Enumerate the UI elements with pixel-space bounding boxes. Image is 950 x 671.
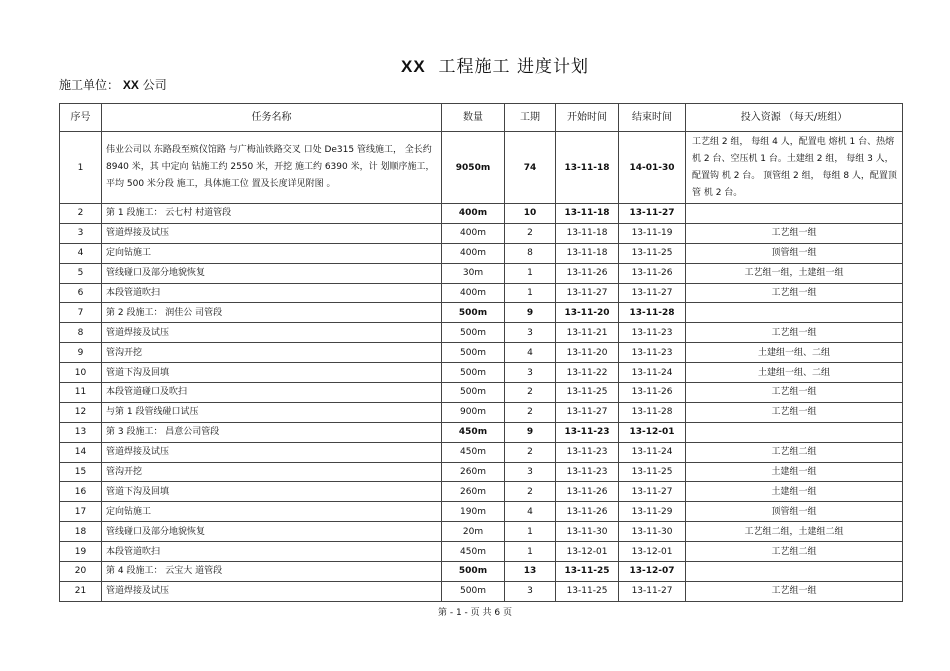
cell-task: 伟业公司以 东路段至殡仪馆路 与广梅汕铁路交叉 口处 De315 管线施工， 全长约 8940 米，其 中定向 钻施工约 2550 米，开挖 施工约 6390 米，计 划顺序施工，平均 500 米分段 施工，具体施工位 置及长度详见附图 。 (102, 132, 442, 204)
cell-no: 17 (60, 502, 102, 522)
table-row (60, 562, 903, 582)
cell-qty: 500m (442, 303, 505, 323)
cell-no: 14 (60, 442, 102, 462)
cell-task: 管线碰口及部分地貌恢复 (102, 522, 442, 542)
cell-start: 13-11-18 (556, 204, 619, 224)
cell-start: 13-11-26 (556, 482, 619, 502)
cell-task: 管道焊接及试压 (102, 442, 442, 462)
cell-resource: 土建组一组 (686, 482, 903, 502)
table-row (60, 402, 903, 422)
cell-qty: 500m (442, 581, 505, 601)
document-title (0, 52, 950, 77)
cell-resource: 工艺组二组 (686, 542, 903, 562)
cell-days: 4 (505, 502, 556, 522)
cell-days: 74 (505, 132, 556, 204)
cell-resource: 工艺组一组 (686, 283, 903, 303)
cell-end: 13-11-27 (619, 283, 686, 303)
header-qty: 数量 (442, 104, 505, 132)
cell-no: 7 (60, 303, 102, 323)
cell-end: 13-11-25 (619, 462, 686, 482)
cell-start: 13-11-23 (556, 462, 619, 482)
cell-end: 13-11-27 (619, 204, 686, 224)
cell-start: 13-11-30 (556, 522, 619, 542)
header-no: 序号 (60, 104, 102, 132)
cell-end: 13-11-23 (619, 343, 686, 363)
cell-no: 19 (60, 542, 102, 562)
cell-days: 3 (505, 581, 556, 601)
cell-no: 1 (60, 132, 102, 204)
cell-resource: 顶管组一组 (686, 243, 903, 263)
cell-task: 管道焊接及试压 (102, 581, 442, 601)
cell-no: 11 (60, 383, 102, 403)
cell-start: 13-11-26 (556, 263, 619, 283)
cell-no: 15 (60, 462, 102, 482)
cell-resource: 工艺组一组 (686, 581, 903, 601)
cell-no: 10 (60, 363, 102, 383)
cell-task: 管沟开挖 (102, 462, 442, 482)
cell-start: 13-12-01 (556, 542, 619, 562)
table-row (60, 462, 903, 482)
cell-no: 2 (60, 204, 102, 224)
table-row (60, 243, 903, 263)
cell-task: 本段管道吹扫 (102, 542, 442, 562)
cell-start: 13-11-25 (556, 562, 619, 582)
cell-resource: 工艺组一组，土建组一组 (686, 263, 903, 283)
cell-qty: 30m (442, 263, 505, 283)
cell-qty: 260m (442, 482, 505, 502)
cell-task: 管道下沟及回填 (102, 482, 442, 502)
table-row (60, 422, 903, 442)
table-row (60, 303, 903, 323)
cell-days: 1 (505, 542, 556, 562)
table-row (60, 482, 903, 502)
cell-task: 第 1 段施工： 云七村 村道管段 (102, 204, 442, 224)
cell-qty: 450m (442, 542, 505, 562)
cell-days: 1 (505, 283, 556, 303)
cell-days: 4 (505, 343, 556, 363)
cell-qty: 900m (442, 402, 505, 422)
cell-task: 管道焊接及试压 (102, 223, 442, 243)
cell-end: 13-11-24 (619, 442, 686, 462)
cell-resource (686, 422, 903, 442)
table-row (60, 522, 903, 542)
unit-label: 施工单位： (59, 78, 120, 92)
cell-task: 第 2 段施工： 润佳公 司管段 (102, 303, 442, 323)
cell-resource: 工艺组二组，土建组二组 (686, 522, 903, 542)
cell-no: 20 (60, 562, 102, 582)
cell-task: 定向钻施工 (102, 502, 442, 522)
cell-qty: 500m (442, 383, 505, 403)
cell-qty: 400m (442, 204, 505, 224)
cell-no: 4 (60, 243, 102, 263)
page-footer: 第 - 1 - 页 共 6 页 (438, 608, 512, 618)
table-row (60, 383, 903, 403)
table-row (60, 283, 903, 303)
cell-no: 6 (60, 283, 102, 303)
cell-start: 13-11-18 (556, 223, 619, 243)
cell-no: 9 (60, 343, 102, 363)
cell-qty: 9050m (442, 132, 505, 204)
cell-resource (686, 204, 903, 224)
cell-end: 13-11-28 (619, 402, 686, 422)
cell-days: 2 (505, 383, 556, 403)
cell-start: 13-11-27 (556, 283, 619, 303)
schedule-table (59, 103, 903, 602)
table-row-overview (60, 132, 903, 204)
cell-end: 13-12-01 (619, 422, 686, 442)
cell-no: 13 (60, 422, 102, 442)
cell-end: 13-12-07 (619, 562, 686, 582)
construction-unit (59, 76, 167, 93)
title-xx: XX (401, 57, 426, 76)
cell-task: 第 3 段施工： 昌意公司管段 (102, 422, 442, 442)
cell-end: 13-11-19 (619, 223, 686, 243)
cell-resource (686, 562, 903, 582)
cell-task: 管道下沟及回填 (102, 363, 442, 383)
cell-qty: 500m (442, 323, 505, 343)
cell-start: 13-11-26 (556, 502, 619, 522)
cell-task: 管道焊接及试压 (102, 323, 442, 343)
cell-end: 13-11-24 (619, 363, 686, 383)
cell-days: 2 (505, 482, 556, 502)
cell-days: 2 (505, 223, 556, 243)
cell-qty: 500m (442, 363, 505, 383)
cell-resource: 工艺组一组 (686, 323, 903, 343)
cell-no: 5 (60, 263, 102, 283)
header-end: 结束时间 (619, 104, 686, 132)
header-task: 任务名称 (102, 104, 442, 132)
cell-start: 13-11-27 (556, 402, 619, 422)
cell-days: 3 (505, 462, 556, 482)
title-text: 工程施工 进度计划 (438, 57, 589, 77)
cell-resource (686, 303, 903, 323)
table-row (60, 581, 903, 601)
cell-task: 定向钻施工 (102, 243, 442, 263)
cell-start: 13-11-18 (556, 132, 619, 204)
cell-task: 与第 1 段管线碰口试压 (102, 402, 442, 422)
unit-company-suffix: 公司 (142, 78, 167, 92)
cell-resource: 土建组一组 (686, 462, 903, 482)
table-row (60, 223, 903, 243)
header-resource: 投入资源 （每天/班组） (686, 104, 903, 132)
cell-days: 2 (505, 402, 556, 422)
table-header-row (60, 104, 903, 132)
cell-resource: 工艺组一组 (686, 402, 903, 422)
table-row (60, 204, 903, 224)
cell-end: 13-11-30 (619, 522, 686, 542)
cell-days: 9 (505, 303, 556, 323)
cell-end: 13-11-28 (619, 303, 686, 323)
cell-end: 13-11-27 (619, 581, 686, 601)
cell-qty: 260m (442, 462, 505, 482)
cell-start: 13-11-20 (556, 303, 619, 323)
cell-start: 13-11-23 (556, 442, 619, 462)
cell-start: 13-11-25 (556, 383, 619, 403)
cell-no: 8 (60, 323, 102, 343)
cell-resource: 土建组一组、二组 (686, 363, 903, 383)
cell-days: 10 (505, 204, 556, 224)
table-row (60, 343, 903, 363)
cell-days: 3 (505, 323, 556, 343)
cell-days: 3 (505, 363, 556, 383)
cell-qty: 450m (442, 422, 505, 442)
cell-end: 13-11-26 (619, 263, 686, 283)
cell-no: 3 (60, 223, 102, 243)
cell-resource: 工艺组二组 (686, 442, 903, 462)
cell-start: 13-11-21 (556, 323, 619, 343)
cell-no: 18 (60, 522, 102, 542)
header-days: 工期 (505, 104, 556, 132)
cell-task: 管沟开挖 (102, 343, 442, 363)
cell-resource: 顶管组一组 (686, 502, 903, 522)
unit-company-code: XX (122, 78, 139, 92)
cell-start: 13-11-22 (556, 363, 619, 383)
cell-task: 本段管道碰口及吹扫 (102, 383, 442, 403)
cell-no: 21 (60, 581, 102, 601)
cell-end: 13-11-27 (619, 482, 686, 502)
cell-task: 第 4 段施工： 云宝大 道管段 (102, 562, 442, 582)
cell-qty: 20m (442, 522, 505, 542)
cell-end: 13-11-25 (619, 243, 686, 263)
cell-no: 16 (60, 482, 102, 502)
cell-days: 9 (505, 422, 556, 442)
cell-start: 13-11-20 (556, 343, 619, 363)
cell-qty: 400m (442, 283, 505, 303)
cell-qty: 500m (442, 343, 505, 363)
table-row (60, 502, 903, 522)
table-row (60, 263, 903, 283)
cell-days: 8 (505, 243, 556, 263)
table-row (60, 442, 903, 462)
cell-resource: 工艺组 2 组， 每组 4 人，配置电 熔机 1 台、热熔机 2 台、空压机 1 台。土建组 2 组， 每组 3 人，配置钩 机 2 台。 顶管组 2 组， 每组 8 人，配置顶 管 机 2 台。 (686, 132, 903, 204)
table-row (60, 542, 903, 562)
cell-no: 12 (60, 402, 102, 422)
cell-days: 1 (505, 522, 556, 542)
cell-qty: 500m (442, 562, 505, 582)
cell-end: 13-12-01 (619, 542, 686, 562)
cell-end: 13-11-23 (619, 323, 686, 343)
cell-days: 13 (505, 562, 556, 582)
cell-qty: 400m (442, 243, 505, 263)
cell-task: 管线碰口及部分地貌恢复 (102, 263, 442, 283)
cell-start: 13-11-23 (556, 422, 619, 442)
cell-end: 14-01-30 (619, 132, 686, 204)
cell-start: 13-11-25 (556, 581, 619, 601)
cell-resource: 土建组一组、二组 (686, 343, 903, 363)
cell-end: 13-11-29 (619, 502, 686, 522)
cell-days: 1 (505, 263, 556, 283)
cell-task: 本段管道吹扫 (102, 283, 442, 303)
cell-days: 2 (505, 442, 556, 462)
table-row (60, 323, 903, 343)
cell-resource: 工艺组一组 (686, 223, 903, 243)
cell-qty: 450m (442, 442, 505, 462)
cell-start: 13-11-18 (556, 243, 619, 263)
cell-end: 13-11-26 (619, 383, 686, 403)
cell-resource: 工艺组一组 (686, 383, 903, 403)
table-row (60, 363, 903, 383)
header-start: 开始时间 (556, 104, 619, 132)
cell-qty: 190m (442, 502, 505, 522)
cell-qty: 400m (442, 223, 505, 243)
